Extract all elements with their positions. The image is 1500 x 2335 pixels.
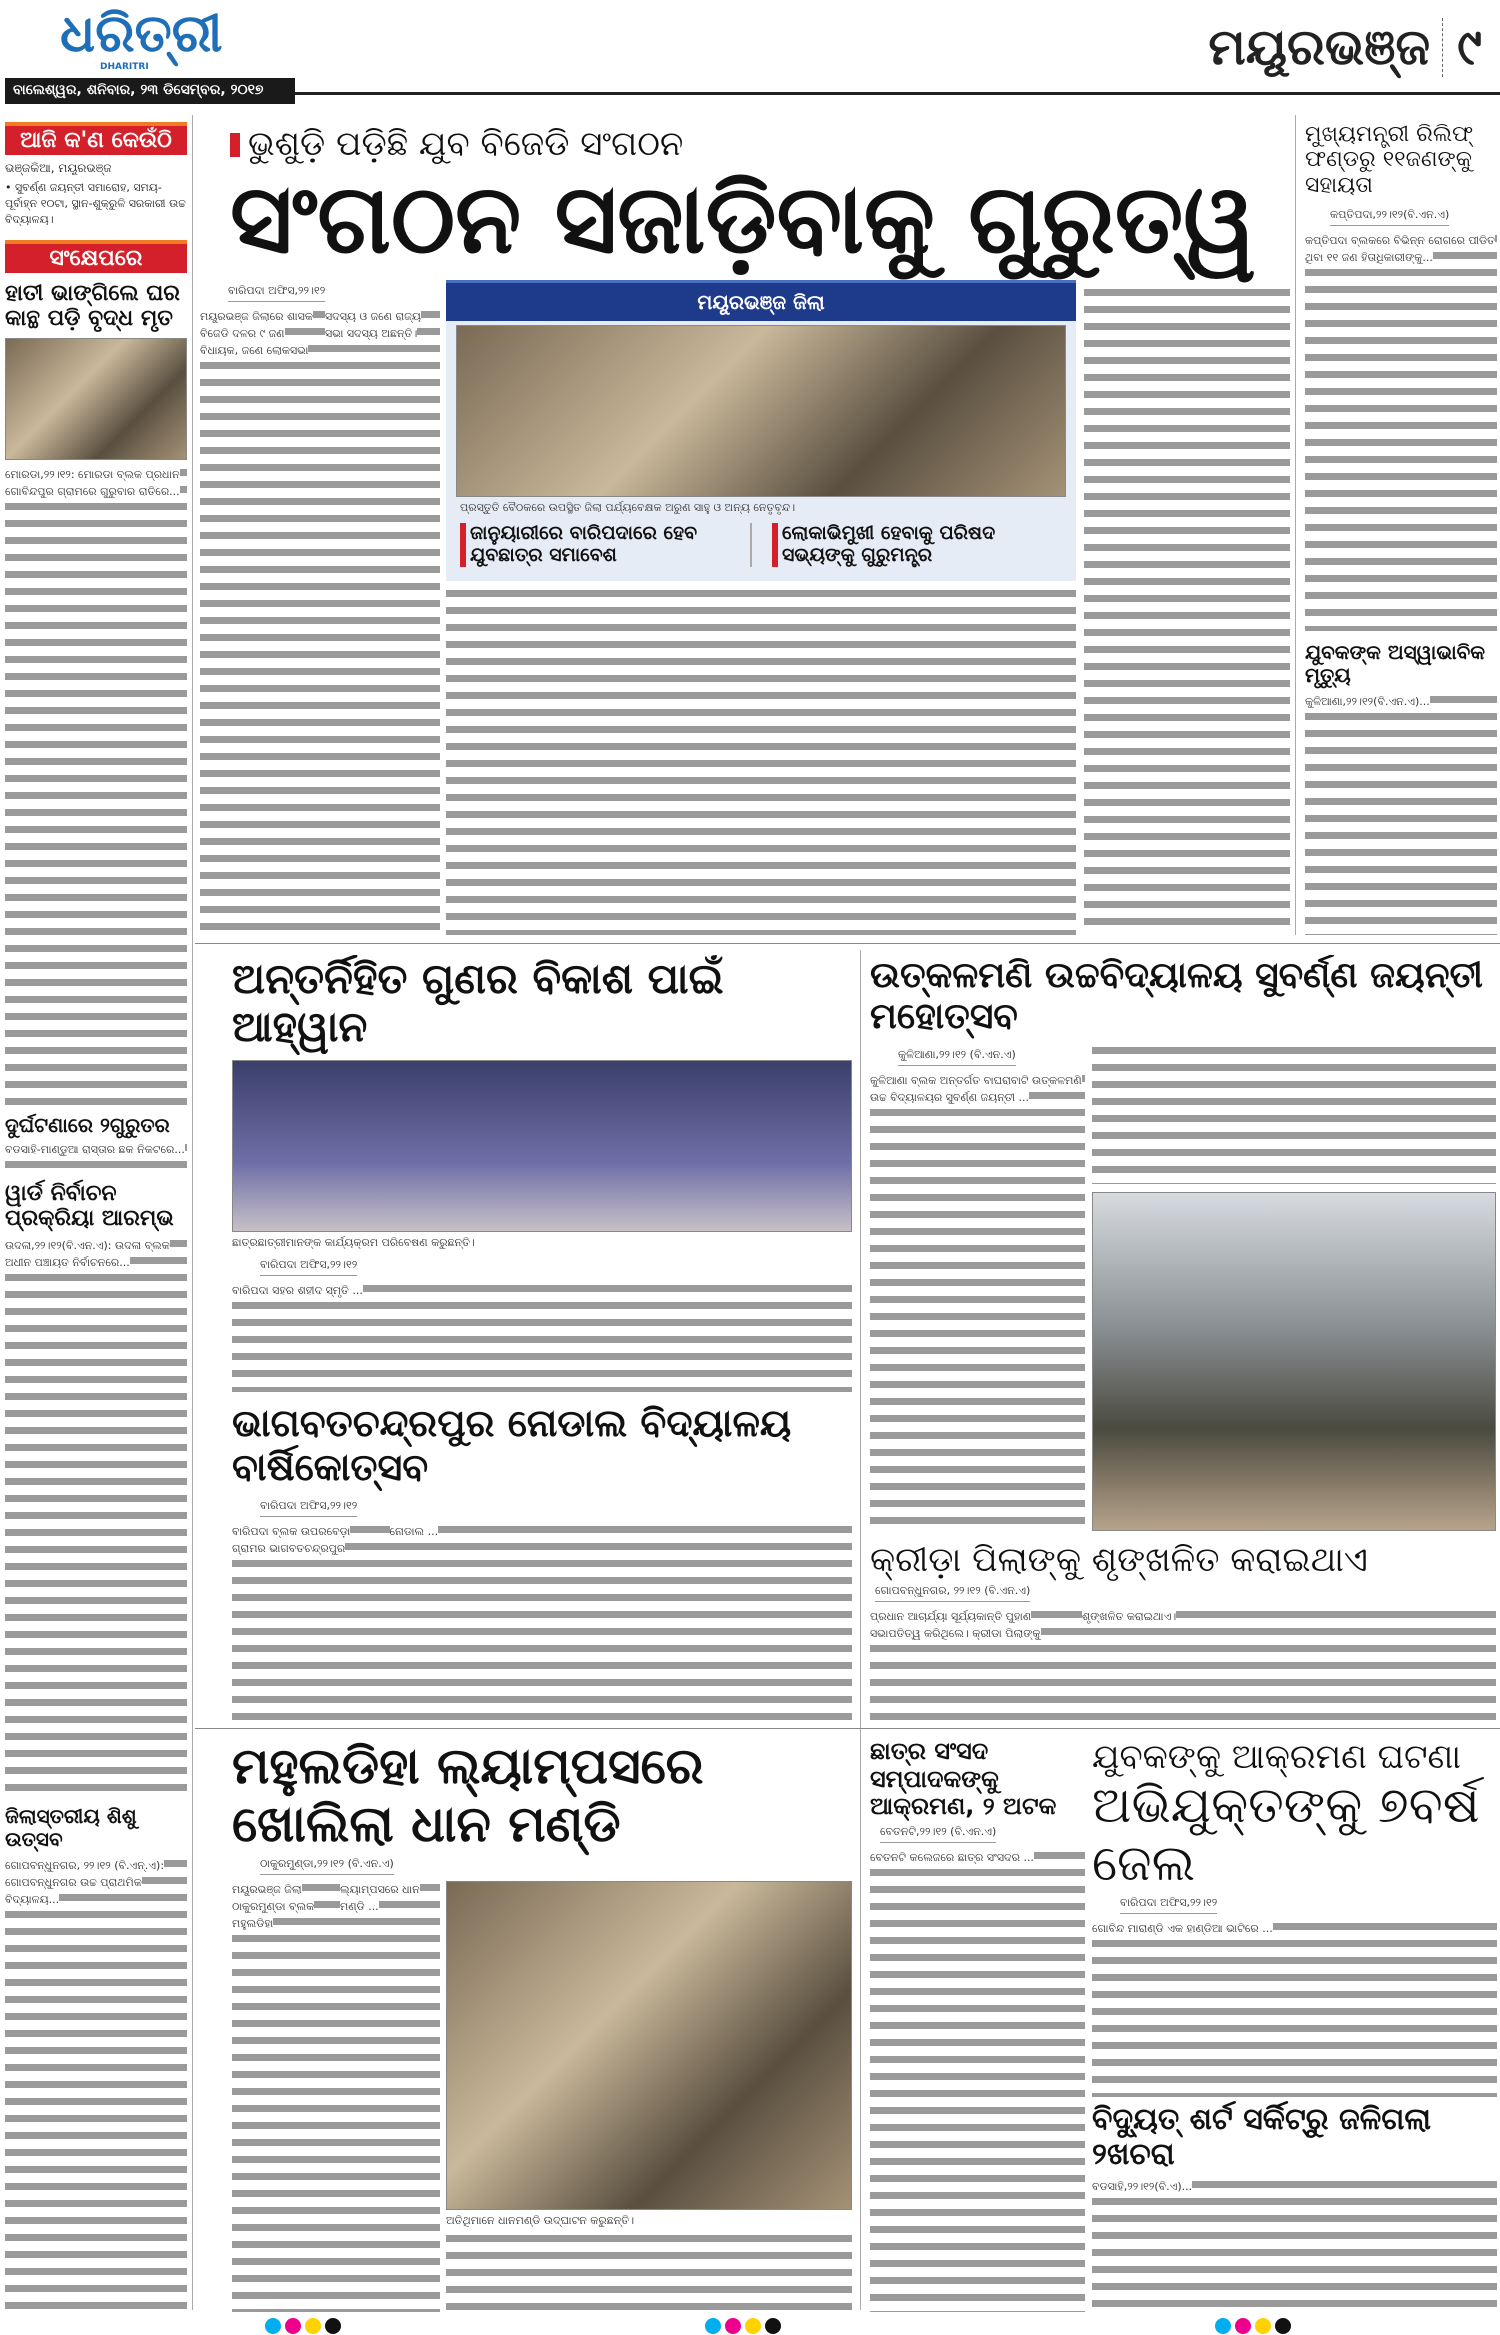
sports-body: ପ୍ରଧାନ ଆଚାର୍ଯ୍ୟା ସୂର୍ଯ୍ୟକାନ୍ତି ପୁହାଣ ସଭାପତିତ୍ୱ କରିଥିଲେ। କ୍ରୀଡା ପିଲାଙ୍କୁ ଶୃଙ୍ଖଳିତ କରାଇଥାଏ। — [870, 1608, 1496, 1723]
lead-body-right — [1084, 286, 1290, 935]
registration-mark-black — [325, 2318, 341, 2334]
brief-1-body: ମୋରଡା,୨୨।୧୨: ମୋରଡା ବ୍ଲକ ପ୍ରଧାନ ଗୋବିନ୍ଦପୁର ଗ୍ରାମରେ ଗୁରୁବାର ରାତିରେ... — [5, 466, 187, 1108]
registration-mark-black — [765, 2318, 781, 2334]
talent-photo — [232, 1060, 852, 1232]
registration-mark-yellow — [745, 2318, 761, 2334]
brief-3-body: ଉଦଳା,୨୨।୧୨(ବି.ଏନ.ଏ): ଉଦଳା ବ୍ଲକ ଅଧୀନ ପଞ୍ଚାୟତ ନିର୍ବାଚନରେ... — [5, 1237, 187, 1798]
jubilee-body-right — [1092, 1044, 1496, 1184]
relief-body: କପ୍ତିପଦା ବ୍ଲକରେ ବିଭିନ୍ନ ରୋଗରେ ପୀଡିତ ଥିବା ୧୧ ଜଣ ହିତାଧିକାରୀଙ୍କୁ... — [1305, 232, 1497, 631]
lead-headline: ସଂଗଠନ ସଜାଡ଼ିବାକୁ ଗୁରୁତ୍ୱ — [230, 163, 1256, 276]
brief-1-title: ହାତୀ ଭାଙ୍ଗିଲେ ଘର କାନ୍ଥ ପଡ଼ି ବୃଦ୍ଧ ମୃତ — [5, 281, 180, 332]
left-column — [5, 122, 187, 2312]
edition-date: ବାଲେଶ୍ୱର, ଶନିବାର, ୨୩ ଡିସେମ୍ବର, ୨୦୧୭ — [5, 78, 295, 104]
kicker-marker — [230, 133, 240, 157]
annual-day-dateline: ବାରିପଦା ଅଫିସ,୨୨।୧୨ — [260, 1499, 357, 1517]
brief-1-photo — [5, 338, 187, 460]
today-item: • ସୁବର୍ଣ୍ଣ ଜୟନ୍ତୀ ସମାରୋହ, ସମୟ- ପୂର୍ବାହ୍ନ ୧୦ଟା, ସ୍ଥାନ-ଶୁକ୍ରୁଳି ସରକାରୀ ଉଚ୍ଚ ବିଦ୍ୟାଳୟ। — [5, 181, 186, 226]
registration-mark-yellow — [305, 2318, 321, 2334]
column-divider — [1295, 115, 1296, 935]
brief-2-body: ବଡସାହି-ମାଣ୍ଡୁଆ ରାସ୍ତାର ଛକ ନିକଟରେ... — [5, 1141, 187, 1175]
jubilee-dateline: କୁଳିଆଣା,୨୨।୧୨ (ବି.ଏନ.ଏ) — [898, 1048, 1016, 1066]
lead-body: ମୟୂରଭଞ୍ଜ ଜିଲାରେ ଶାସକ ବିଜେଡି ଦଳର ୯ ଜଣ ବିଧାୟକ, ଜଣେ ଲୋକସଭା ସଦସ୍ୟ ଓ ଜଣେ ରାଜ୍ୟ ସଭା ସଦସ୍ୟ ଅଛନ୍ତି। — [200, 308, 440, 935]
brief-3-title: ୱାର୍ଡ ନିର୍ବାଚନ ପ୍ରକ୍ରିୟା ଆରମ୍ଭ — [5, 1180, 174, 1232]
relief-dateline: କପ୍ତିପଦା,୨୨।୧୨(ବି.ଏନ.ଏ) — [1330, 208, 1449, 226]
registration-mark-yellow — [1255, 2318, 1271, 2334]
paddy-dateline: ଠାକୁରମୁଣ୍ଡା,୨୨।୧୨ (ବି.ଏନ.ଏ) — [260, 1857, 394, 1875]
talent-body: ବାରିପଦା ସହର ଶହୀଦ ସ୍ମୃତି ... — [232, 1282, 852, 1392]
brief-label: ସଂକ୍ଷେପରେ — [5, 240, 187, 273]
brief-4-body: ଗୋପବନ୍ଧୁନଗର, ୨୨।୧୨ (ବି.ଏନ୍.ଏ): ଗୋପବନ୍ଧୁନଗର ଉଚ୍ଚ ପ୍ରାଥମିକ ବିଦ୍ୟାଳୟ... — [5, 1857, 187, 2312]
paddy-body-continued — [446, 2232, 852, 2312]
masthead-logo-sub: DHARITRI — [100, 62, 149, 72]
death-body: କୁଳିଆଣା,୨୨।୧୨(ବି.ଏନ.ଏ)... — [1305, 693, 1497, 935]
bottom-left — [232, 1738, 852, 2312]
section-divider — [195, 943, 1500, 944]
lead-feature-box — [446, 280, 1076, 581]
fire-body: ବଡସାହି,୨୨।୧୨(ବି.ଏ)... — [1092, 2178, 1497, 2312]
registration-mark-magenta — [285, 2318, 301, 2334]
talent-headline: ଅନ୍ତର୍ନିହିତ ଗୁଣର ବିକାଶ ପାଇଁ ଆହ୍ୱାନ — [232, 955, 724, 1052]
district-banner: ମୟୂରଭଞ୍ଜ ଜିଲା — [446, 280, 1076, 321]
fire-headline: ବିଦ୍ୟୁତ୍ ଶର୍ଟ ସର୍କିଟ୍‌ରୁ ଜଳିଗଲା ୨ଖଚରା — [1092, 2102, 1432, 2172]
page-number: ୯ — [1442, 18, 1482, 77]
masthead-logo: ଧରିତ୍ରୀ — [60, 4, 223, 64]
jubilee-headline: ଉତ୍କଳମଣି ଉଚ୍ଚବିଦ୍ୟାଳୟ ସୁବର୍ଣ୍ଣ ଜୟନ୍ତୀ ମହୋତ୍ସବ — [870, 955, 1484, 1038]
lead-subhead-2: ଲୋକାଭିମୁଖୀ ହେବାକୁ ପରିଷଦ ସଭ୍ୟଙ୍କୁ ଗୁରୁମନ୍ତ୍ର — [772, 523, 1062, 567]
talent-photo-caption: ଛାତ୍ରଛାତ୍ରୀମାନଙ୍କ କାର୍ଯ୍ୟକ୍ରମ ପରିବେଷଣ କରୁଛନ୍ତି। — [232, 1235, 475, 1249]
sports-dateline: ଗୋପବନ୍ଧୁନଗର, ୨୨।୧୨ (ବି.ଏନ.ଏ) — [875, 1584, 1030, 1602]
paddy-headline: ମହୁଲଡିହା ଲ୍ୟାମ୍ପସରେ ଖୋଲିଲା ଧାନ ମଣ୍ଡି — [232, 1738, 704, 1853]
today-label: ଆଜି କ'ଣ କେଉଁଠି — [5, 122, 187, 155]
masthead-rule — [295, 92, 1500, 95]
talent-dateline: ବାରିପଦା ଅଫିସ,୨୨।୧୨ — [260, 1258, 357, 1276]
lead-dateline: ବାରିପଦା ଅଫିସ,୨୨।୧୨ — [228, 284, 325, 302]
right-column — [1305, 122, 1497, 935]
brief-4-title: ଜିଲାସ୍ତରୀୟ ଶିଶୁ ଉତ୍ସବ — [5, 1803, 137, 1851]
column-divider — [192, 115, 193, 2310]
relief-headline: ମୁଖ୍ୟମନ୍ତ୍ରୀ ରିଲିଫ୍ ଫଣ୍ଡରୁ ୧୧ଜଣଙ୍କୁ ସହାୟତା — [1305, 122, 1474, 198]
student-attack-dateline: ବେତନଟି,୨୨।୧୨ (ବି.ଏନ.ଏ) — [880, 1825, 996, 1843]
lead-story — [200, 125, 1290, 935]
bottom-middle — [870, 1738, 1085, 2312]
registration-mark-magenta — [1235, 2318, 1251, 2334]
student-attack-body: ବେତନଟି କଲେଜରେ ଛାତ୍ର ସଂସଦର ... — [870, 1849, 1085, 2312]
paddy-photo-caption: ଅତିଥିମାନେ ଧାନମଣ୍ଡି ଉଦ୍‌ଘାଟନ କରୁଛନ୍ତି। — [446, 2214, 635, 2227]
today-place: ଭଞ୍ଜକିଆ, ମୟୂରଭଞ୍ଜ — [5, 161, 112, 175]
lead-photo-caption: ପ୍ରସ୍ତୁତି ବୈଠକରେ ଉପସ୍ଥିତ ଜିଲା ପର୍ଯ୍ୟବେକ୍ଷକ ଅରୁଣ ସାହୁ ଓ ଅନ୍ୟ ନେତୃବୃନ୍ଦ। — [460, 501, 796, 515]
lead-body-continued — [446, 587, 1076, 935]
registration-mark-magenta — [725, 2318, 741, 2334]
jubilee-body: କୁଳିଆଣା ବ୍ଲକ ଅନ୍ତର୍ଗତ ବାଘରାବାଟି ଉତ୍କଳମଣି ଉଚ୍ଚ ବିଦ୍ୟାଳୟର ସୁବର୍ଣ୍ଣ ଜୟନ୍ତୀ ... — [870, 1072, 1085, 1531]
registration-mark-cyan — [1215, 2318, 1231, 2334]
column-divider — [860, 950, 861, 2310]
section-name: ମୟୂରଭଞ୍ଜ — [1208, 18, 1430, 76]
middle-left — [232, 955, 852, 1723]
jubilee-photo — [1092, 1192, 1496, 1531]
section-divider — [195, 1728, 1500, 1729]
lead-photo — [456, 325, 1066, 497]
annual-day-body: ବାରିପଦା ବ୍ଲକ ଉପରବେଡ଼ା ଗ୍ରାମର ଭାଗବତଚନ୍ଦ୍ରପୁର ନୋଡାଲ ... — [232, 1523, 852, 1723]
death-headline: ଯୁବକଙ୍କ ଅସ୍ୱାଭାବିକ ମୃତ୍ୟୁ — [1305, 639, 1486, 687]
lead-subhead-1: ଜାନୁୟାରୀରେ ବାରିପଦାରେ ହେବ ଯୁବଛାତ୍ର ସମାବେଶ — [460, 523, 752, 567]
jail-kicker: ଯୁବକଙ୍କୁ ଆକ୍ରମଣ ଘଟଣା — [1092, 1738, 1461, 1777]
jail-body: ଗୋବିନ୍ଦ ମାରାଣ୍ଡି ଏକ ହାଣ୍ଡିଆ ଭାଟିରେ ... — [1092, 1920, 1497, 2097]
middle-right — [870, 955, 1496, 1723]
jail-headline: ଅଭିଯୁକ୍ତଙ୍କୁ ୭ବର୍ଷ ଜେଲ — [1092, 1776, 1480, 1892]
brief-2-title: ଦୁର୍ଘଟଣାରେ ୨ଗୁରୁତର — [5, 1112, 170, 1137]
lead-kicker: ଭୁଶୁଡ଼ି ପଡ଼ିଛି ଯୁବ ବିଜେଡି ସଂଗଠନ — [248, 125, 684, 164]
sports-headline: କ୍ରୀଡ଼ା ପିଲାଙ୍କୁ ଶୃଙ୍ଖଳିତ କରାଇଥାଏ — [870, 1539, 1368, 1580]
registration-mark-cyan — [705, 2318, 721, 2334]
paddy-body: ମୟୂରଭଞ୍ଜ ଜିଲା ଠାକୁରମୁଣ୍ଡା ବ୍ଲକ ମହୁଲଡିହା ଲ୍ୟାମ୍ପସରେ ଧାନ ମଣ୍ଡି ... — [232, 1881, 440, 2312]
registration-mark-cyan — [265, 2318, 281, 2334]
annual-day-headline: ଭାଗବତଚନ୍ଦ୍ରପୁର ନୋଡାଲ ବିଦ୍ୟାଳୟ ବାର୍ଷିକୋତ୍ସବ — [232, 1400, 792, 1489]
student-attack-headline: ଛାତ୍ର ସଂସଦ ସମ୍ପାଦକଙ୍କୁ ଆକ୍ରମଣ, ୨ ଅଟକ — [870, 1738, 1057, 1821]
jail-dateline: ବାରିପଦା ଅଫିସ,୨୨।୧୨ — [1120, 1896, 1217, 1914]
registration-mark-black — [1275, 2318, 1291, 2334]
bottom-right — [1092, 1738, 1497, 2312]
paddy-photo — [446, 1881, 852, 2210]
